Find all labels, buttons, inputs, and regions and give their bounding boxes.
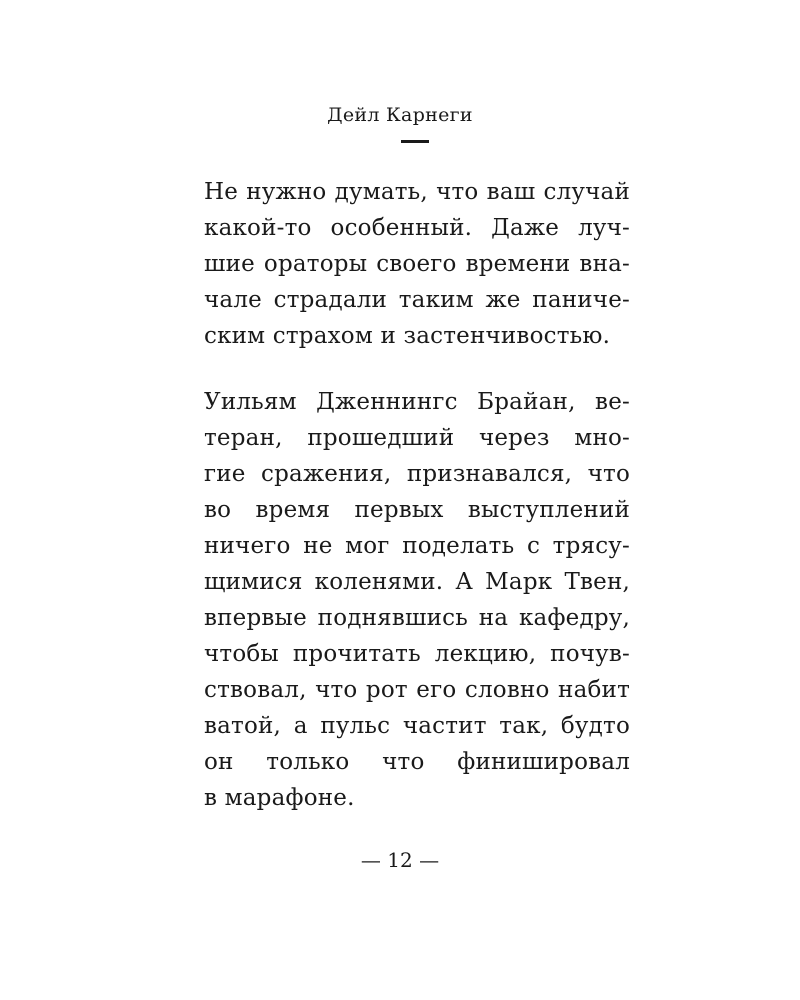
text-line: шие ораторы своего времени вна- [204, 251, 630, 277]
text-line: чале страдали таким же паниче- [204, 287, 630, 313]
text-line: какой-то особенный. Даже луч- [204, 215, 630, 241]
paragraph-1 [204, 174, 630, 354]
text-line: ничего не мог поделать с трясу- [204, 533, 630, 559]
text-line: ствовал, что рот его словно набит [204, 677, 630, 703]
paragraph-2 [204, 384, 630, 816]
text-line: гие сражения, признавался, что [204, 461, 630, 487]
text-line: теран, прошедший через мно- [204, 425, 630, 451]
text-line: ватой, а пульс частит так, будто [204, 713, 630, 739]
running-head-rule [401, 140, 429, 143]
text-line: ским страхом и застенчивостью. [204, 323, 611, 349]
page-number: — 12 — [360, 848, 440, 872]
text-line: Не нужно думать, что ваш случай [204, 179, 630, 205]
text-line: Уильям Дженнингс Брайан, ве- [204, 389, 630, 415]
text-line: щимися коленями. А Марк Твен, [204, 569, 630, 595]
text-line: в марафоне. [204, 785, 355, 811]
text-line: он только что финишировал [204, 749, 630, 775]
text-line: чтобы прочитать лекцию, почув- [204, 641, 630, 667]
running-head: Дейл Карнеги [327, 104, 473, 126]
text-line: впервые поднявшись на кафедру, [204, 605, 630, 631]
text-line: во время первых выступлений [204, 497, 630, 523]
